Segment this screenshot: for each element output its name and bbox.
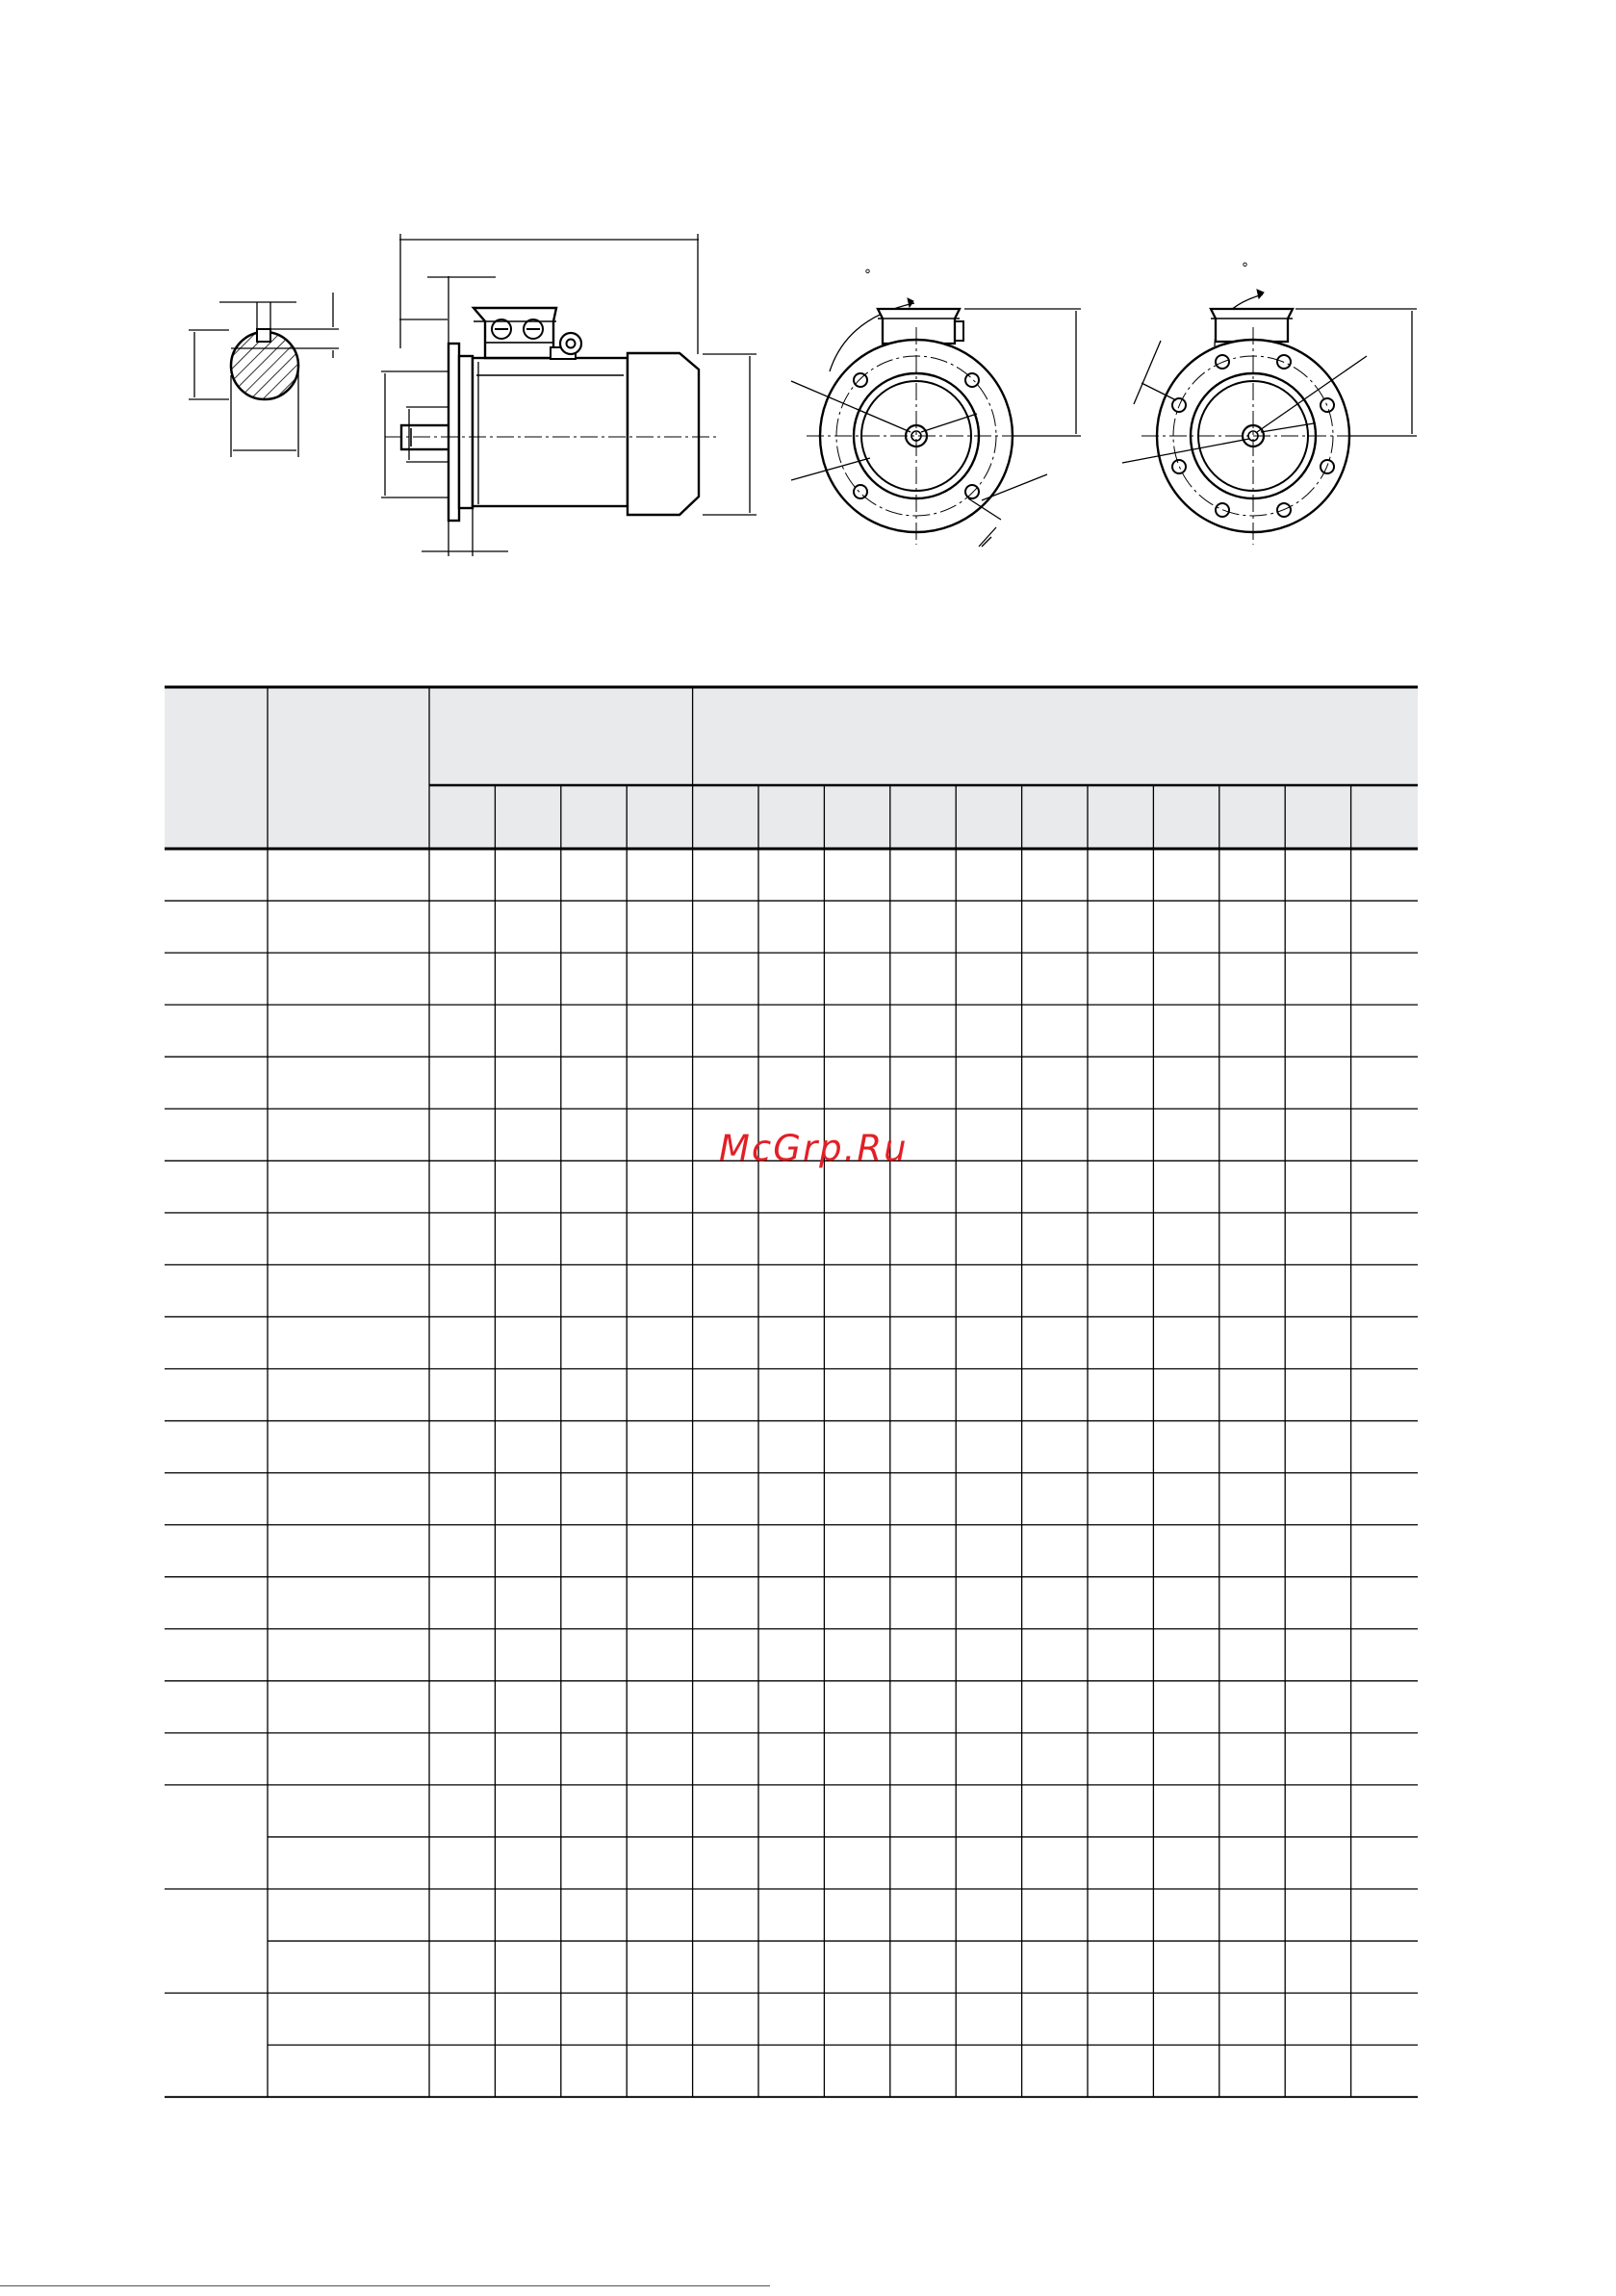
footer-rule [0, 2285, 770, 2286]
angle-mark: ° [1242, 261, 1248, 276]
angle-mark: ° [864, 268, 871, 283]
table-header-background [165, 687, 1418, 849]
watermark-text: McGrp.Ru [719, 1128, 909, 1169]
